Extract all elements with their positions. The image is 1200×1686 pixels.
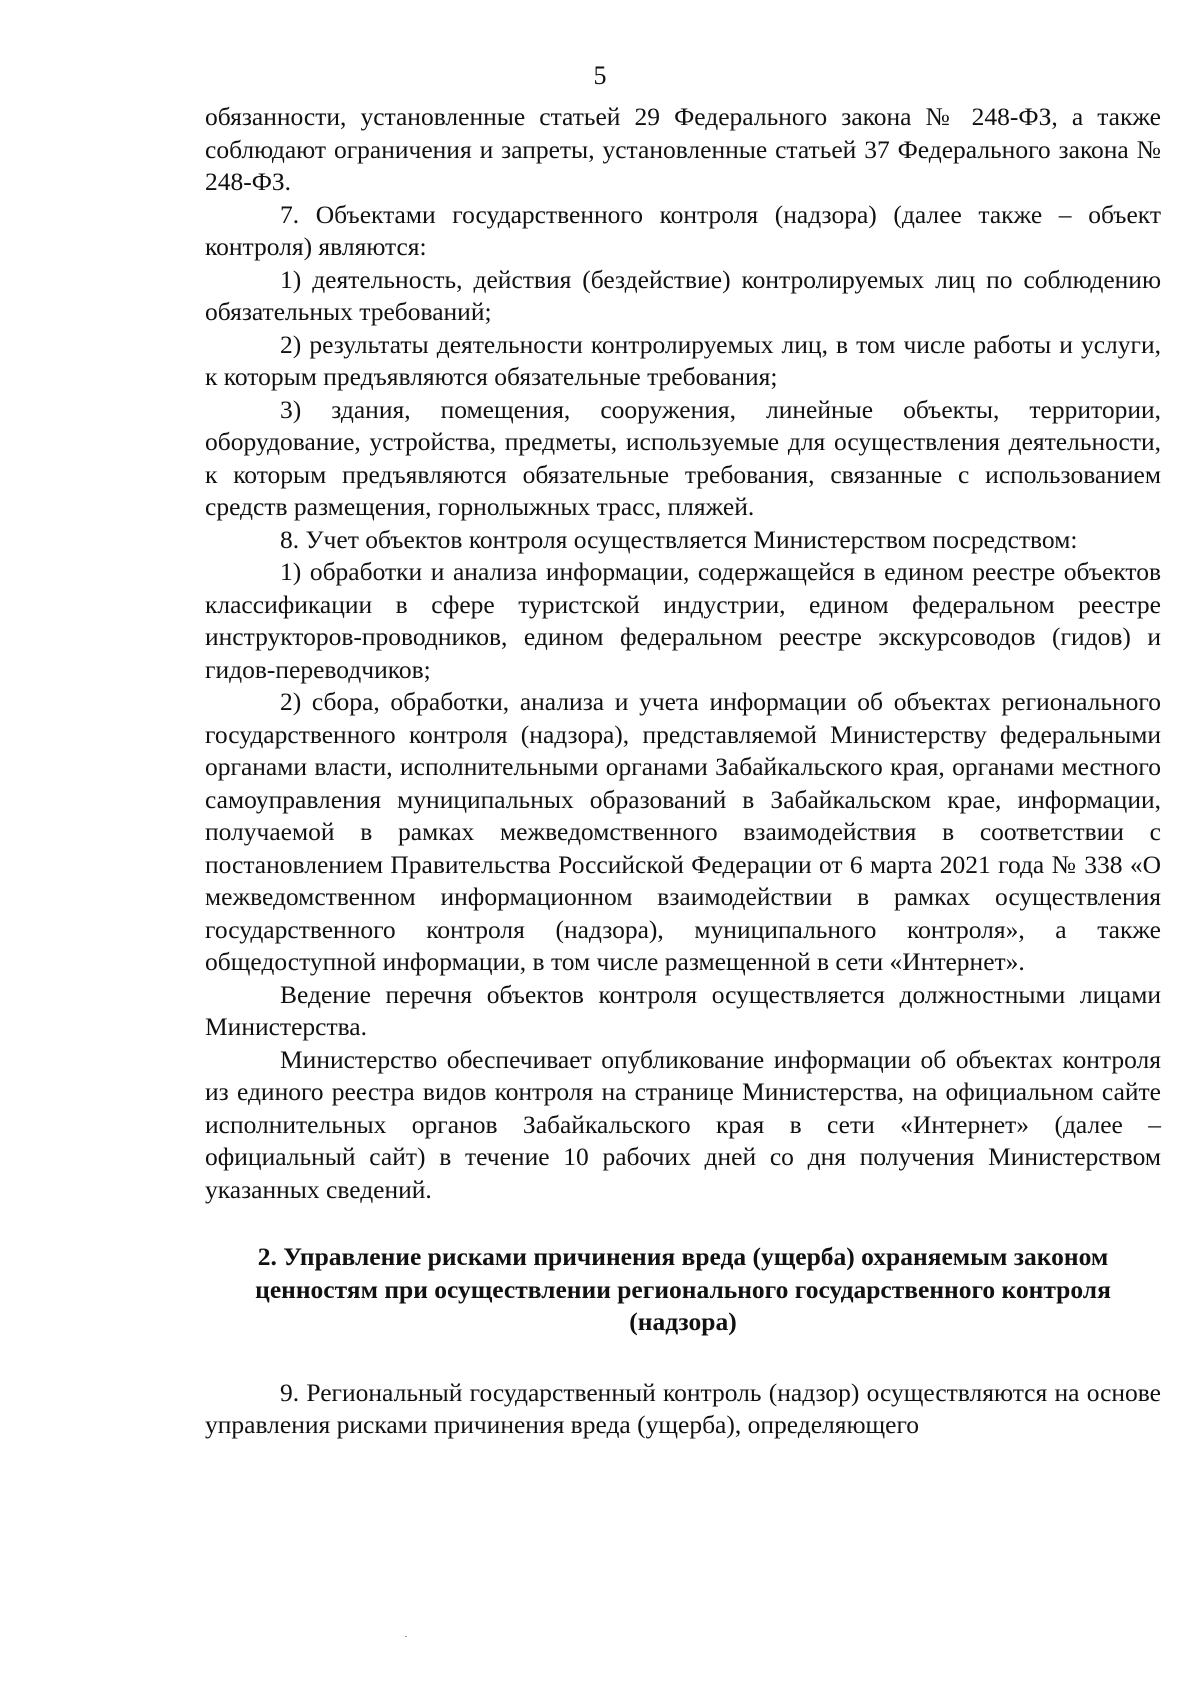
paragraph-item-8: 8. Учет объектов контроля осуществляется Министерством посредством:	[280, 524, 1078, 554]
document-body	[205, 101, 1161, 1442]
paragraph-item-7: 7. Объектами государственного контроля (надзора) (далее также – объект контроля) являются:	[205, 199, 1161, 261]
paragraph-obligations-continuation: обязанности, установленные статьей 29 Федерального закона № 248-ФЗ, а также соблюдают ограничения и запреты, установленные статьей 37 Федерального закона № 248-ФЗ.	[205, 102, 1161, 196]
paragraph-item-7-1: 1) деятельность, действия (бездействие) контролируемых лиц по соблюдению обязательных требований;	[205, 264, 1161, 326]
section-heading: 2. Управление рисками причинения вреда (ущерба) охраняемым законом ценностям при осуществлении регионального государственного контроля (надзора)	[255, 1242, 1111, 1336]
page-number: 5	[593, 61, 607, 90]
scan-speck	[405, 1636, 407, 1637]
paragraph-item-7-2: 2) результаты деятельности контролируемых лиц, в том числе работы и услуги, к которым предъявляются обязательные требования;	[205, 329, 1161, 391]
paragraph-item-9: 9. Региональный государственный контроль (надзор) осуществляются на основе управления рисками причинения вреда (ущерба), определяющего	[205, 1377, 1161, 1439]
paragraph-objects-list: Ведение перечня объектов контроля осуществляется должностными лицами Министерства.	[205, 979, 1161, 1041]
paragraph-item-8-1: 1) обработки и анализа информации, содержащейся в едином реестре объектов классификации в сфере туристской индустрии, едином федеральном реестре инструкторов-проводников, едином федеральном реестре экскурсоводов (гидов) и гидов-переводчиков;	[205, 557, 1161, 684]
paragraph-item-8-2: 2) сбора, обработки, анализа и учета информации об объектах регионального государственного контроля (надзора), представляемой Министерству федеральными органами власти, исполнительными органами Забайкальского края, органами местного самоуправления муниципальных образований в Забайкальском крае, информации, получаемой в рамках межведомственного взаимодействия в соответствии с постановлением Правительства Российской Федерации от 6 марта 2021 года № 338 «О межведомственном информационном взаимодействии в рамках осуществления государственного контроля (надзора), муниципального контроля», а также общедоступной информации, в том числе размещенной в сети «Интернет».	[205, 687, 1161, 976]
paragraph-item-7-3: 3) здания, помещения, сооружения, линейные объекты, территории, оборудование, устройства, предметы, используемые для осуществления деятельности, к которым предъявляются обязательные требования, связанные с использованием средств размещения, горнолыжных трасс, пляжей.	[205, 394, 1161, 521]
paragraph-publication: Министерство обеспечивает опубликование информации об объектах контроля из единого реестра видов контроля на странице Министерства, на официальном сайте исполнительных органов Забайкальского края в сети «Интернет» (далее – официальный сайт) в течение 10 рабочих дней со дня получения Министерством указанных сведений.	[205, 1044, 1161, 1204]
